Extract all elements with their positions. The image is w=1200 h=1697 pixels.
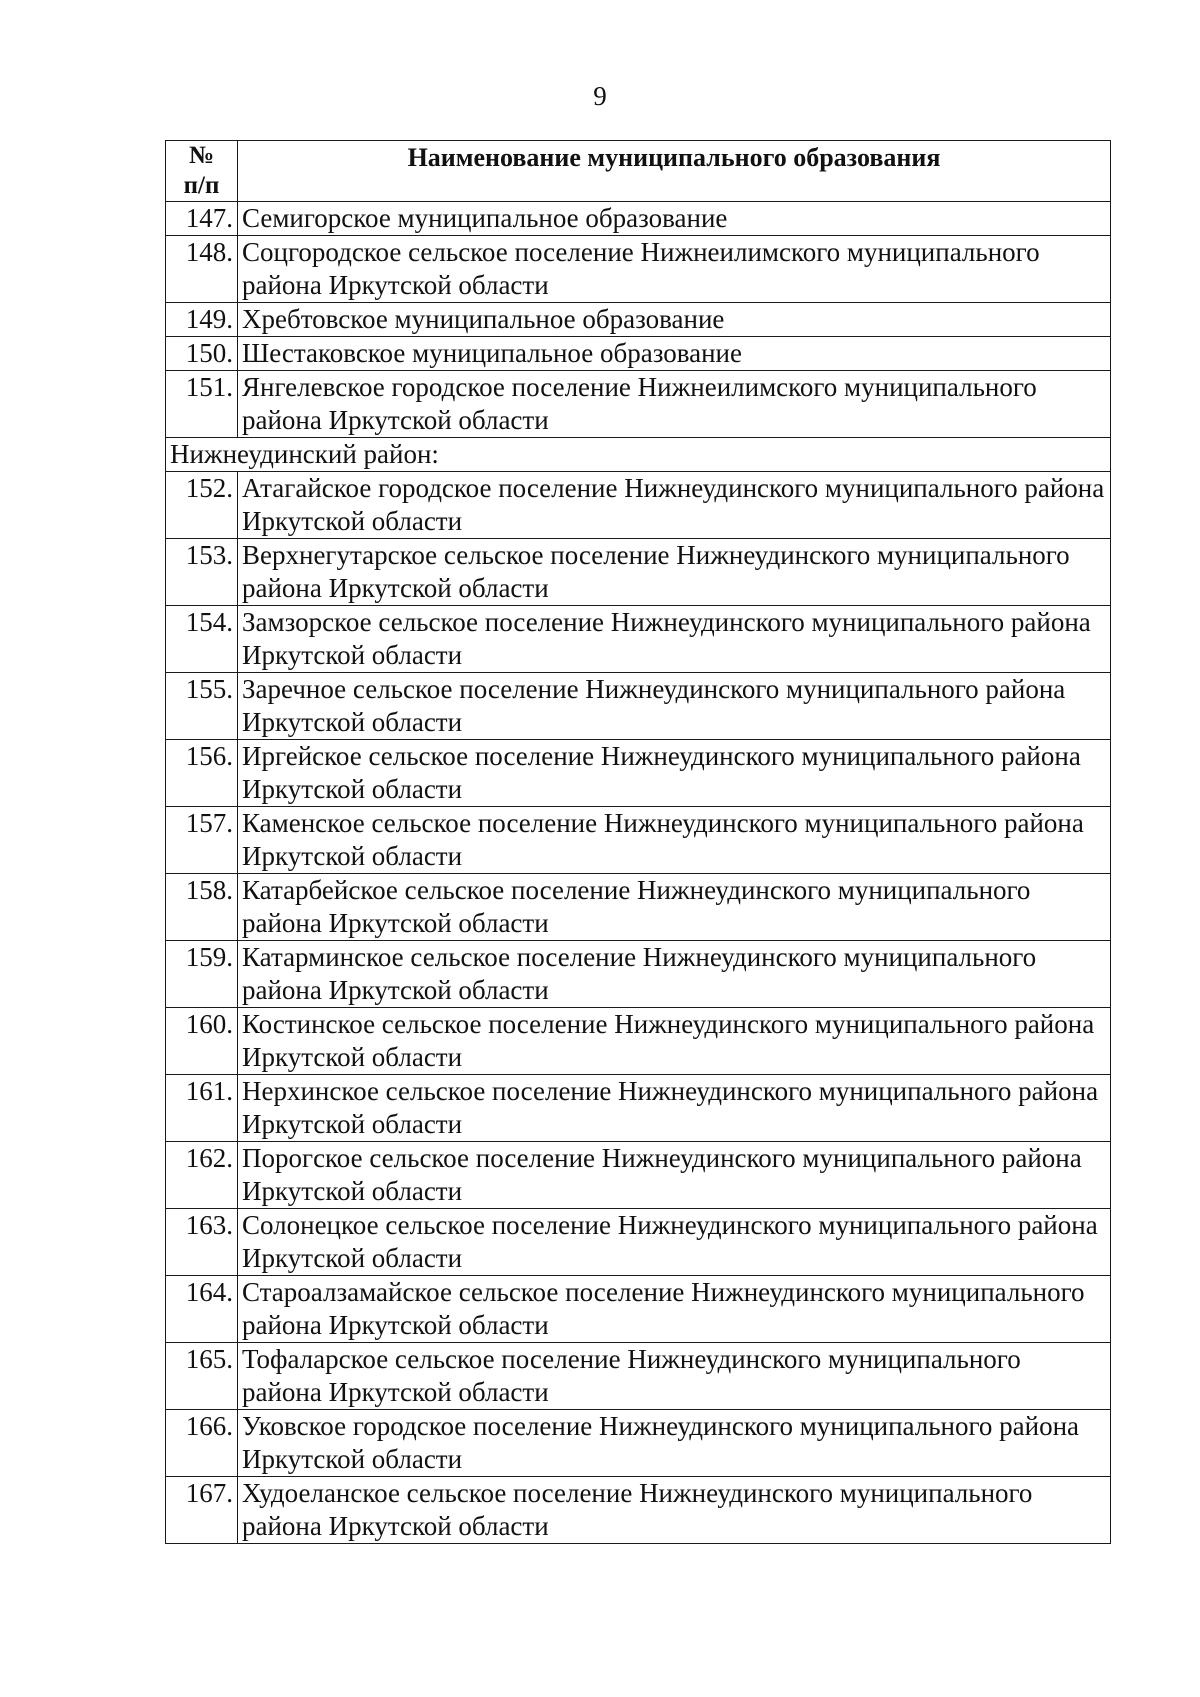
row-name: Катарбейское сельское поселение Нижнеудинского муниципального района Иркутской области <box>238 874 1111 941</box>
row-name: Заречное сельское поселение Нижнеудинского муниципального района Иркутской области <box>238 673 1111 740</box>
row-number: 150. <box>166 337 238 371</box>
table-row <box>166 673 1111 740</box>
row-number: 152. <box>166 472 238 539</box>
row-number: 153. <box>166 539 238 606</box>
table-row <box>166 472 1111 539</box>
row-name: Атагайское городское поселение Нижнеудинского муниципального района Иркутской области <box>238 472 1111 539</box>
table-row <box>166 337 1111 371</box>
table-row <box>166 1142 1111 1209</box>
table-row <box>166 1008 1111 1075</box>
row-number: 156. <box>166 740 238 807</box>
table-row <box>166 606 1111 673</box>
table-row <box>166 303 1111 337</box>
header-number-abbrev: п/п <box>183 172 220 199</box>
table-row <box>166 1410 1111 1477</box>
row-number: 166. <box>166 1410 238 1477</box>
table-row <box>166 1209 1111 1276</box>
table-row <box>166 371 1111 438</box>
row-number: 149. <box>166 303 238 337</box>
row-number: 148. <box>166 236 238 303</box>
row-name: Худоеланское сельское поселение Нижнеудинского муниципального района Иркутской области <box>238 1477 1111 1544</box>
row-number: 165. <box>166 1343 238 1410</box>
table-row <box>166 941 1111 1008</box>
row-name: Хребтовское муниципальное образование <box>238 303 1111 337</box>
row-number: 164. <box>166 1276 238 1343</box>
row-number: 157. <box>166 807 238 874</box>
row-name: Костинское сельское поселение Нижнеудинского муниципального района Иркутской области <box>238 1008 1111 1075</box>
header-name-column: Наименование муниципального образования <box>238 141 1111 202</box>
table-row <box>166 236 1111 303</box>
table-row <box>166 539 1111 606</box>
table-row <box>166 1276 1111 1343</box>
row-name: Соцгородское сельское поселение Нижнеилимского муниципального района Иркутской области <box>238 236 1111 303</box>
header-number-symbol: № <box>188 142 215 169</box>
section-label: Нижнеудинский район: <box>166 438 1111 472</box>
row-name: Порогское сельское поселение Нижнеудинского муниципального района Иркутской области <box>238 1142 1111 1209</box>
table-row <box>166 1075 1111 1142</box>
row-name: Катарминское сельское поселение Нижнеудинского муниципального района Иркутской области <box>238 941 1111 1008</box>
municipal-entities-table <box>165 140 1111 1544</box>
row-number: 160. <box>166 1008 238 1075</box>
row-name: Семигорское муниципальное образование <box>238 202 1111 236</box>
row-number: 151. <box>166 371 238 438</box>
row-name: Нерхинское сельское поселение Нижнеудинского муниципального района Иркутской области <box>238 1075 1111 1142</box>
table-row <box>166 1343 1111 1410</box>
row-name: Замзорское сельское поселение Нижнеудинского муниципального района Иркутской области <box>238 606 1111 673</box>
row-name: Тофаларское сельское поселение Нижнеудинского муниципального района Иркутской области <box>238 1343 1111 1410</box>
page-number: 9 <box>593 81 607 111</box>
table-row <box>166 807 1111 874</box>
row-name: Шестаковское муниципальное образование <box>238 337 1111 371</box>
row-name: Янгелевское городское поселение Нижнеилимского муниципального района Иркутской области <box>238 371 1111 438</box>
row-name: Солонецкое сельское поселение Нижнеудинского муниципального района Иркутской области <box>238 1209 1111 1276</box>
row-name: Староалзамайское сельское поселение Нижнеудинского муниципального района Иркутской области <box>238 1276 1111 1343</box>
row-name: Уковское городское поселение Нижнеудинского муниципального района Иркутской области <box>238 1410 1111 1477</box>
row-number: 161. <box>166 1075 238 1142</box>
row-number: 163. <box>166 1209 238 1276</box>
row-number: 147. <box>166 202 238 236</box>
section-row <box>166 438 1111 472</box>
row-name: Каменское сельское поселение Нижнеудинского муниципального района Иркутской области <box>238 807 1111 874</box>
table-row <box>166 1477 1111 1544</box>
row-number: 162. <box>166 1142 238 1209</box>
table-row <box>166 202 1111 236</box>
row-number: 159. <box>166 941 238 1008</box>
table-row <box>166 740 1111 807</box>
row-name: Верхнегутарское сельское поселение Нижнеудинского муниципального района Иркутской области <box>238 539 1111 606</box>
table-header-row <box>166 141 1111 202</box>
row-number: 155. <box>166 673 238 740</box>
header-number-column <box>166 141 238 202</box>
row-number: 154. <box>166 606 238 673</box>
row-number: 158. <box>166 874 238 941</box>
row-name: Иргейское сельское поселение Нижнеудинского муниципального района Иркутской области <box>238 740 1111 807</box>
table-row <box>166 874 1111 941</box>
row-number: 167. <box>166 1477 238 1544</box>
